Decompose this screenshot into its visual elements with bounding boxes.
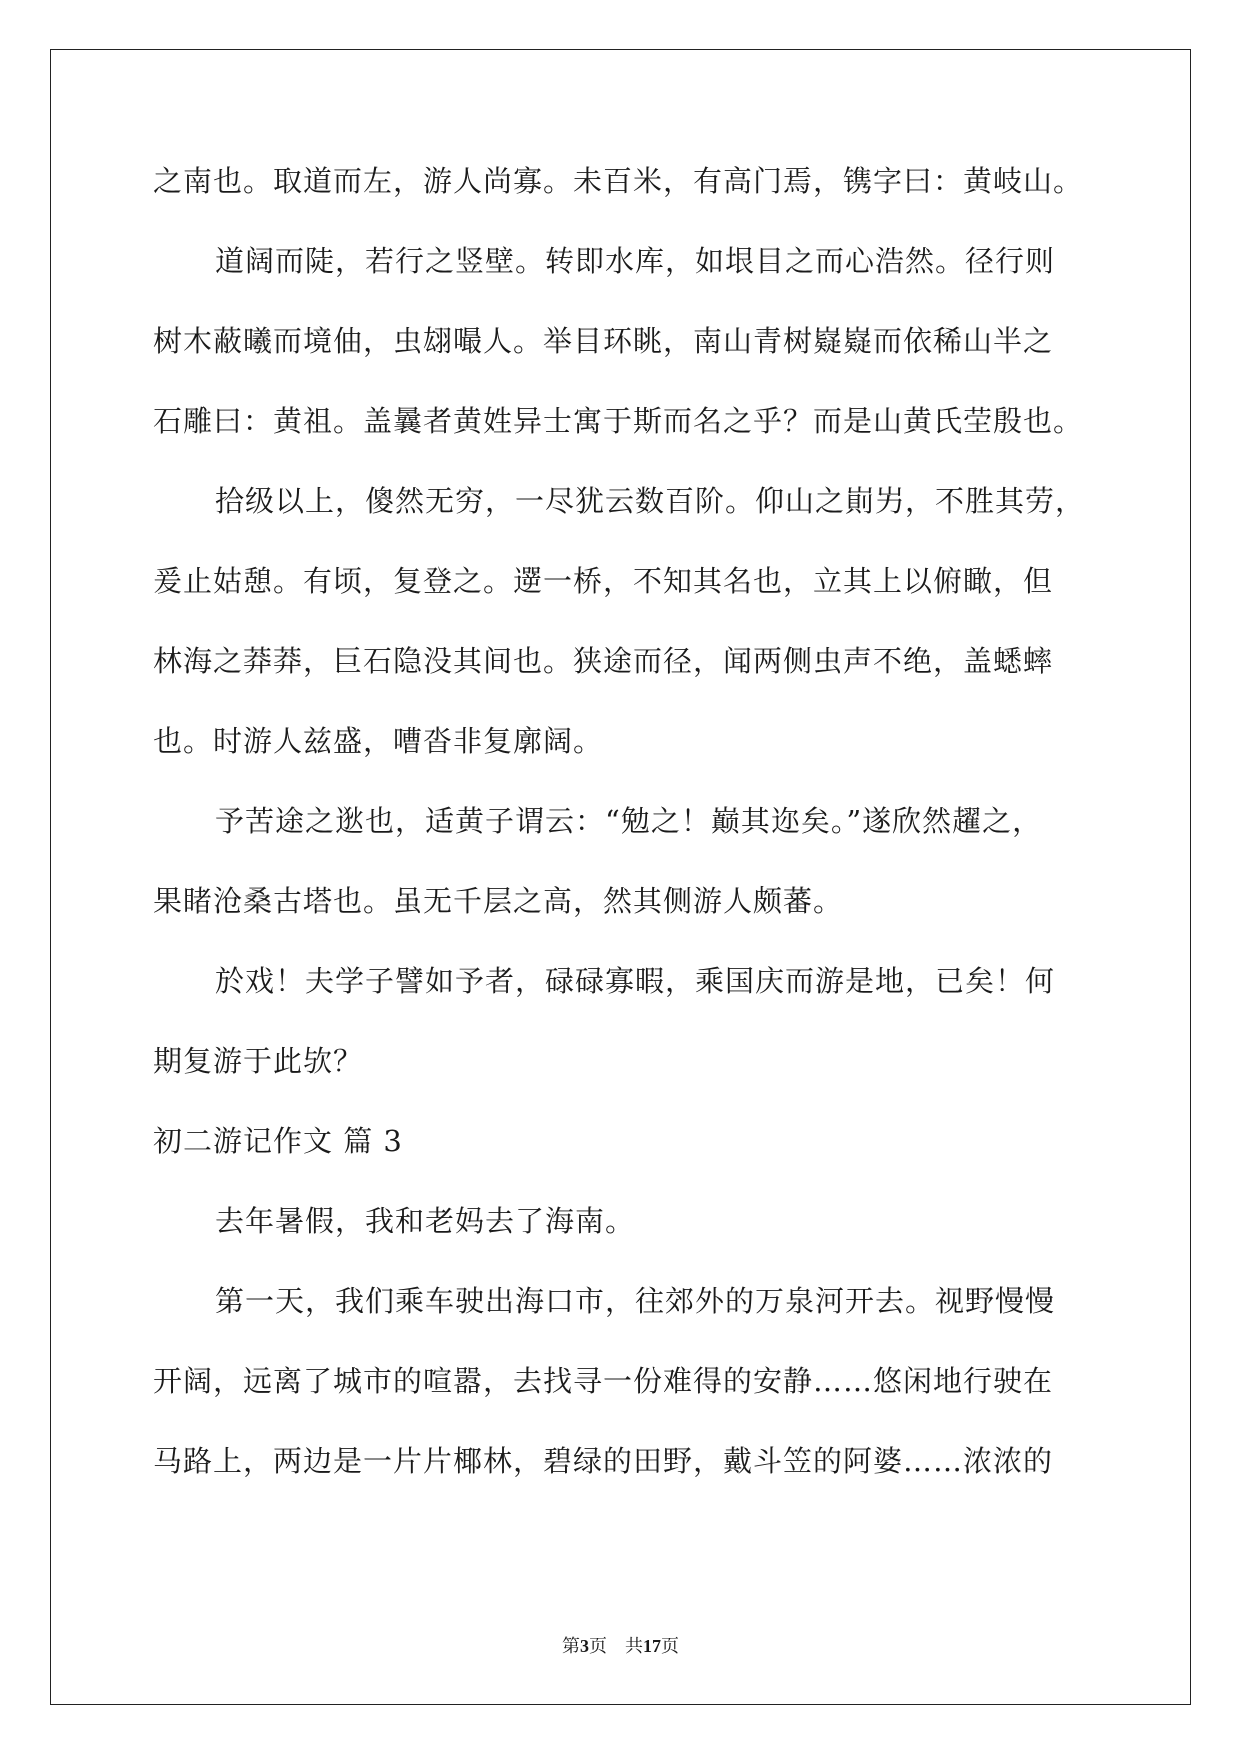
text-line: 予苦途之逖也，适黄子谓云：“勉之！巅其迩矣。”遂欣然趯之， (215, 804, 1043, 838)
current-page-number: 3 (580, 1636, 589, 1656)
text-line: 期复游于此欤？ (153, 1044, 364, 1078)
page-footer (0, 1632, 1241, 1658)
text-line: 爰止姑憩。有顷，复登之。遻一桥，不知其名也，立其上以俯瞰，但 (153, 564, 1054, 598)
text-line: 之南也。取道而左，游人尚寡。未百米，有高门焉，镌字曰：黄岐山。 (153, 164, 1084, 198)
text-line: 拾级以上，傻然无穷，一尽犹云数百阶。仰山之崱屴，不胜其劳， (215, 484, 1086, 518)
text-line: 石雕曰：黄祖。盖曩者黄姓异士寓于斯而名之乎？而是山黄氏茔殷也。 (153, 404, 1084, 438)
text-line: 去年暑假，我和老妈去了海南。 (215, 1204, 636, 1238)
document-body (153, 160, 1093, 1520)
total-page-count: 17 (643, 1636, 661, 1656)
text-line: 树木蔽曦而境伷，虫翃嘬人。举目环眺，南山青树嶷嶷而依稀山半之 (153, 324, 1054, 358)
text-line: 果睹沧桑古塔也。虽无千层之高，然其侧游人颇蕃。 (153, 884, 844, 918)
text-line: 林海之莽莽，巨石隐没其间也。狭途而径，闻两侧虫声不绝，盖蟋蟀 (153, 644, 1054, 678)
text-line: 道阔而陡，若行之竖壁。转即水库，如垠目之而心浩然。径行则 (215, 244, 1056, 278)
section-heading: 初二游记作文 篇 3 (153, 1124, 403, 1158)
footer-prefix: 第 (562, 1636, 580, 1657)
text-line: 於戏！夫学子譬如予者，碌碌寡暇，乘国庆而游是地，已矣！何 (215, 964, 1056, 998)
footer-suffix: 页 (661, 1636, 679, 1657)
footer-mid: 页 共 (589, 1636, 643, 1657)
text-line: 第一天，我们乘车驶出海口市，往郊外的万泉河开去。视野慢慢 (215, 1284, 1056, 1318)
text-line: 马路上，两边是一片片椰林，碧绿的田野，戴斗笠的阿婆……浓浓的 (153, 1444, 1054, 1478)
text-line: 也。时游人兹盛，嘈沓非复廓阔。 (153, 724, 604, 758)
text-line: 开阔，远离了城市的喧嚣，去找寻一份难得的安静……悠闲地行驶在 (153, 1364, 1054, 1398)
